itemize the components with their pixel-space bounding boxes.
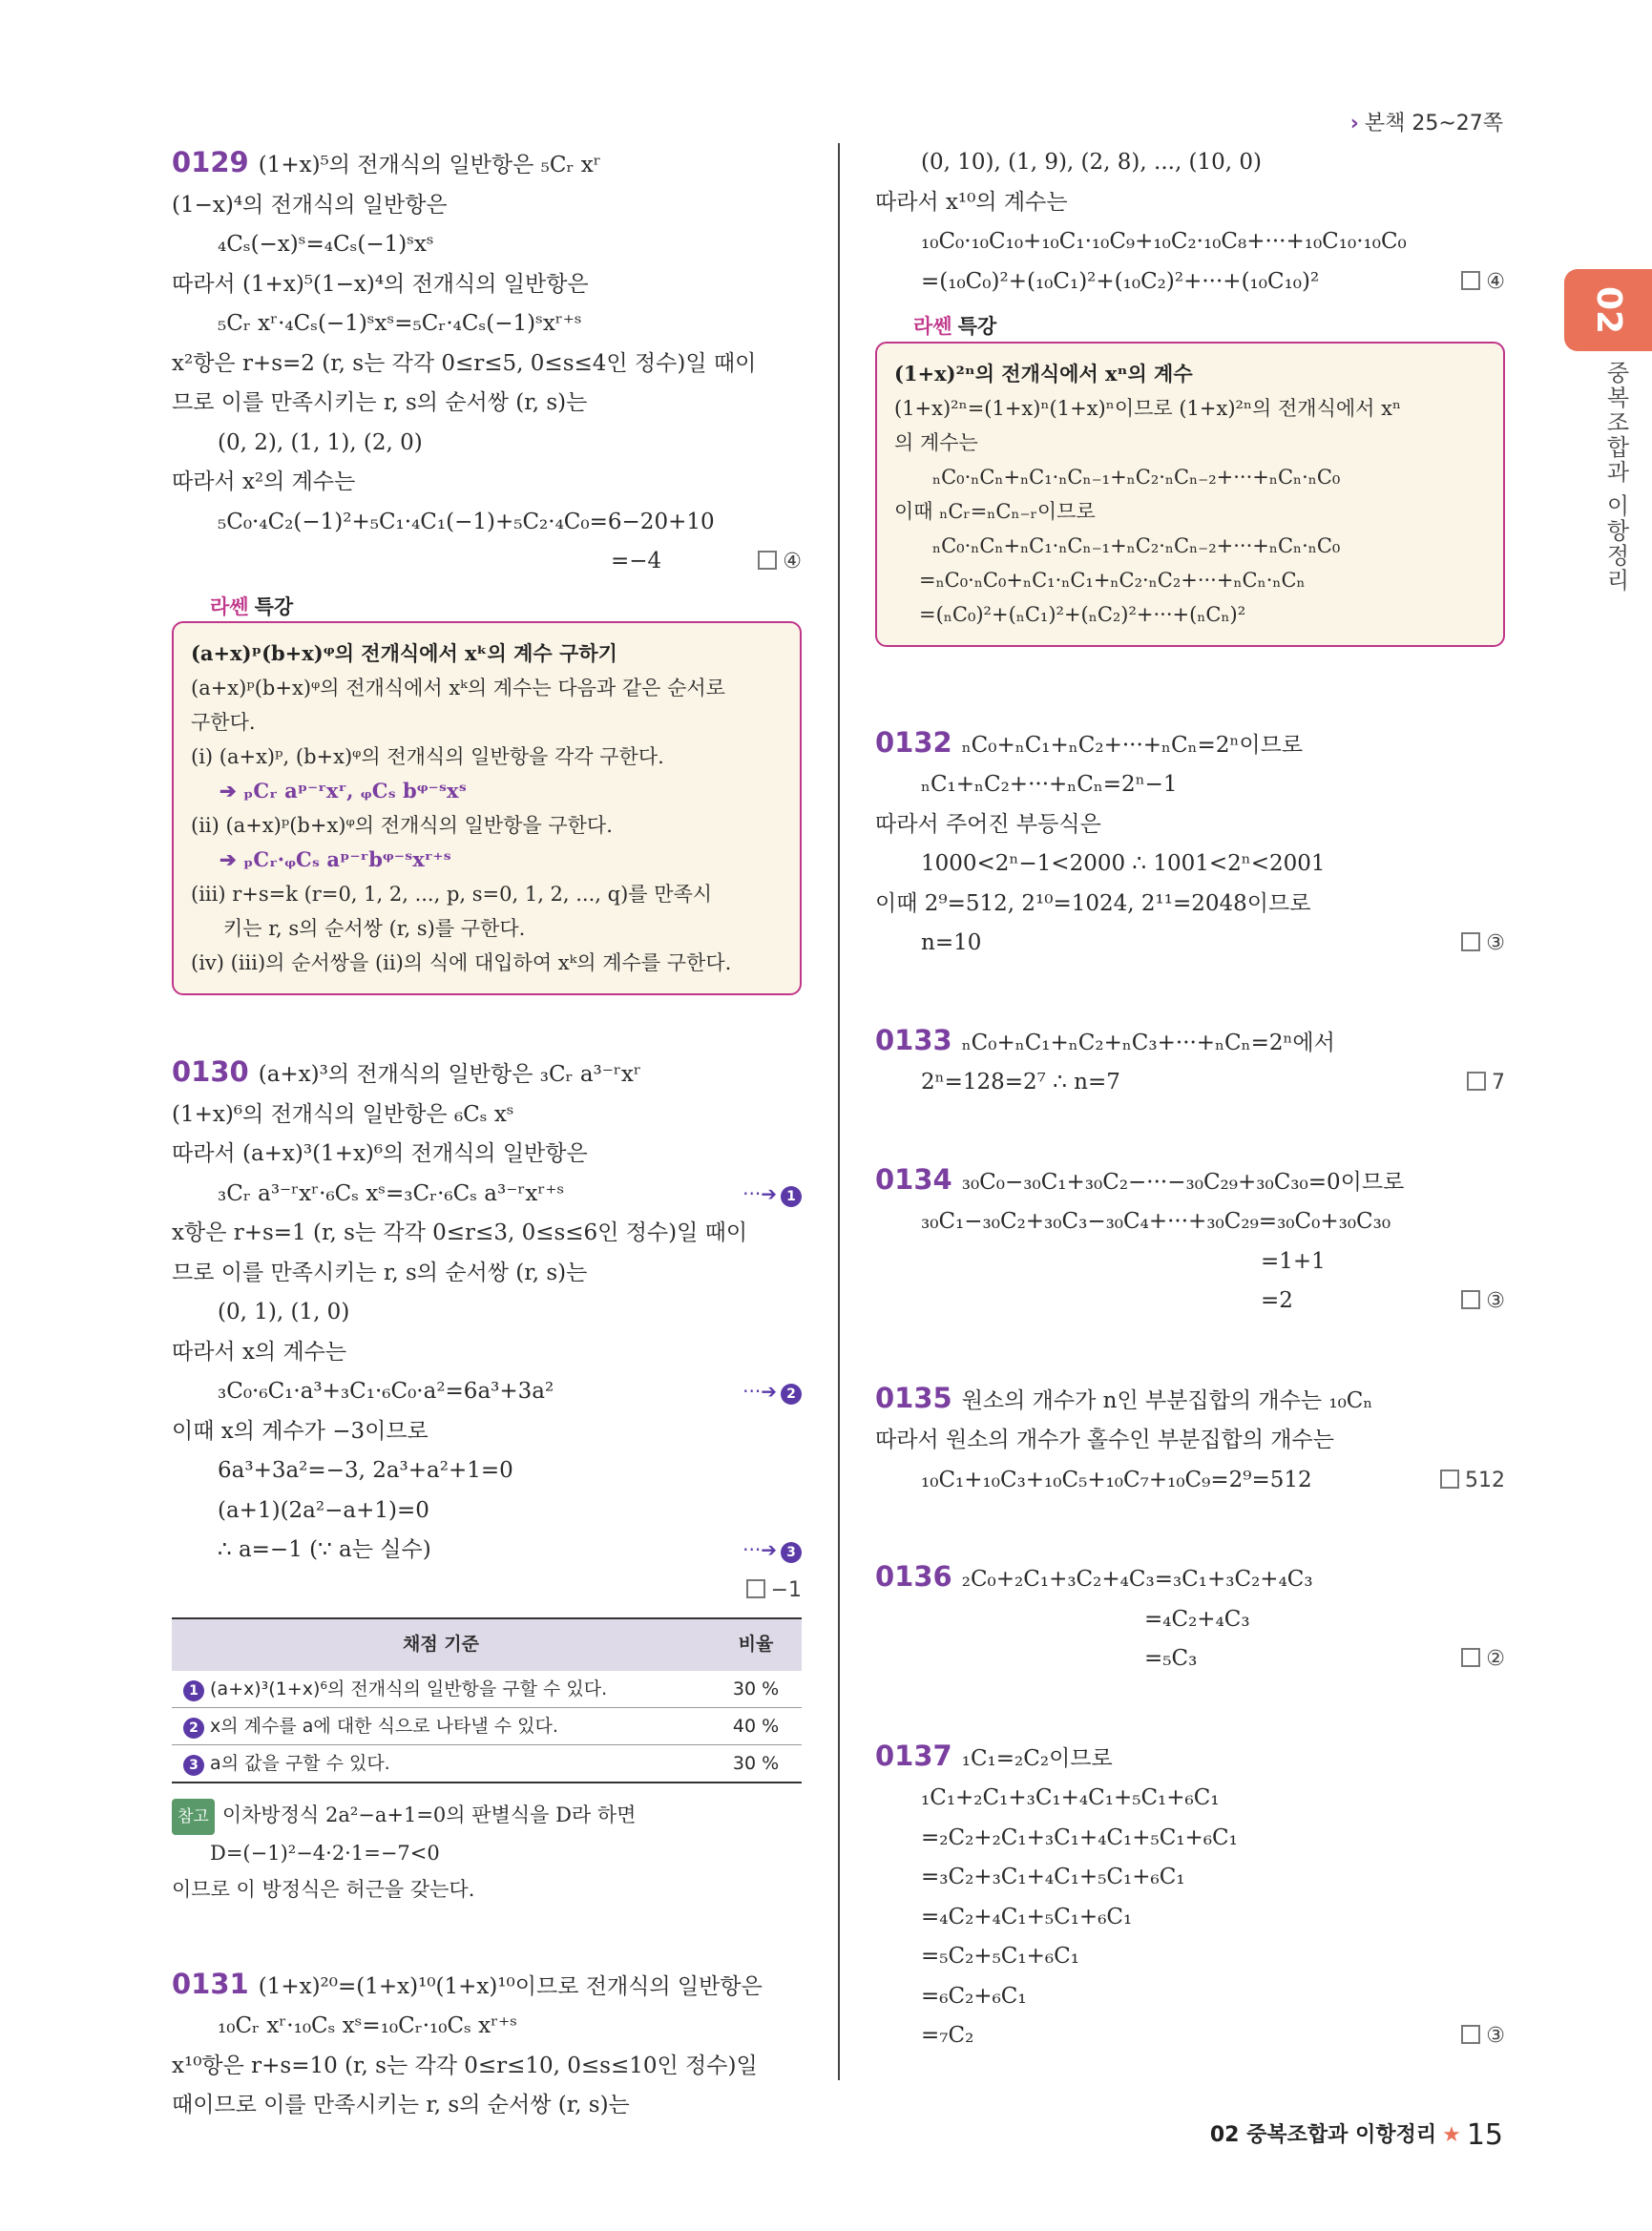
answer-icon <box>1440 1470 1459 1489</box>
answer-value: ③ <box>1486 931 1505 955</box>
answer-icon <box>1461 1648 1480 1667</box>
grading-ratio: 40 % <box>710 1707 802 1744</box>
grading-ratio: 30 % <box>710 1744 802 1783</box>
answer-value: −1 <box>770 1577 802 1602</box>
solution-line: ₁C₁+₂C₁+₃C₁+₄C₁+₅C₁+₆C₁ <box>921 1785 1220 1810</box>
lecture-line: (a+x)ᵖ(b+x)ᵠ의 전개식에서 xᵏ의 계수는 다음과 같은 순서로 <box>191 677 725 699</box>
lecture-line: =(ₙC₀)²+(ₙC₁)²+(ₙC₂)²+···+(ₙCₙ)² <box>919 602 1246 626</box>
grading-criterion: a의 값을 구할 수 있다. <box>210 1752 390 1774</box>
lecture-line: ₙC₀·ₙCₙ+ₙC₁·ₙCₙ₋₁+ₙC₂·ₙCₙ₋₂+···+ₙCₙ·ₙC₀ <box>932 465 1341 489</box>
solution-line: 따라서 원소의 개수가 홀수인 부분집합의 개수는 <box>875 1428 1334 1452</box>
answer-value: ② <box>1486 1647 1505 1671</box>
solution-line: ₃₀C₀−₃₀C₁+₃₀C₂−···−₃₀C₂₉+₃₀C₃₀=0이므로 <box>961 1169 1405 1195</box>
lecture-line: ₙC₀·ₙCₙ+ₙC₁·ₙCₙ₋₁+ₙC₂·ₙCₙ₋₂+···+ₙCₙ·ₙC₀ <box>932 533 1341 557</box>
problem-number: 0136 <box>875 1560 952 1593</box>
solution-line: =₆C₂+₆C₁ <box>921 1983 1027 2009</box>
solution-line: ₁₀C₁+₁₀C₃+₁₀C₅+₁₀C₇+₁₀C₉=2⁹=512 <box>921 1467 1312 1492</box>
problem-number: 0130 <box>172 1055 249 1088</box>
answer-value: ④ <box>783 550 802 573</box>
lecture-box <box>172 621 802 995</box>
step-arrow-icon: ···➔ <box>742 1538 777 1561</box>
step-arrow-icon: ···➔ <box>742 1380 777 1403</box>
left-column <box>172 143 802 2126</box>
lecture-tag-brand: 라쎈 <box>210 594 249 618</box>
step-arrow-icon: ···➔ <box>742 1181 777 1205</box>
problem-0132 <box>875 723 1505 964</box>
lecture-line: 이때 ₙCᵣ=ₙCₙ₋ᵣ이므로 <box>894 499 1096 523</box>
lecture-box <box>875 342 1505 647</box>
lecture-tag <box>210 588 802 628</box>
answer-icon <box>1467 1072 1486 1091</box>
solution-line: ₙC₀+ₙC₁+ₙC₂+···+ₙCₙ=2ⁿ이므로 <box>961 732 1304 758</box>
step-number: 2 <box>183 1718 204 1739</box>
solution-line: x항은 r+s=1 (r, s는 각각 0≤r≤3, 0≤s≤6인 정수)일 때이 <box>172 1220 748 1245</box>
lecture-line: =ₙC₀·ₙC₀+ₙC₁·ₙC₁+ₙC₂·ₙC₂+···+ₙCₙ·ₙCₙ <box>919 568 1306 592</box>
answer-icon <box>1461 271 1480 290</box>
problem-number: 0134 <box>875 1162 952 1196</box>
answer-value: ③ <box>1486 1289 1505 1313</box>
solution-line: ₁₀C₀·₁₀C₁₀+₁₀C₁·₁₀C₉+₁₀C₂·₁₀C₈+···+₁₀C₁₀·₁₀C₀ <box>921 229 1407 254</box>
answer-badge <box>1467 1063 1505 1103</box>
solution-line: ₃₀C₁−₃₀C₂+₃₀C₃−₃₀C₄+···+₃₀C₂₉=₃₀C₀+₃₀C₃₀ <box>921 1209 1391 1234</box>
lecture-tag-label: 특강 <box>957 315 997 338</box>
chapter-side-title: 중복조합과 이항정리 <box>1602 361 1629 594</box>
solution-line: ₄Cₛ(−x)ˢ=₄Cₛ(−1)ˢxˢ <box>218 232 434 257</box>
solution-line: =₅C₂+₅C₁+₆C₁ <box>921 1944 1079 1969</box>
solution-line: ₂C₀+₂C₁+₃C₂+₄C₃=₃C₁+₃C₂+₄C₃ <box>961 1567 1313 1592</box>
problem-0136 <box>875 1557 1505 1679</box>
answer-badge <box>746 1578 802 1602</box>
answer-badge <box>1461 1639 1505 1679</box>
answer-icon <box>1461 2025 1480 2044</box>
solution-line: ₁C₁=₂C₂이므로 <box>961 1745 1113 1771</box>
grading-criterion: x의 계수를 a에 대한 식으로 나타낼 수 있다. <box>210 1715 558 1737</box>
solution-line: 따라서 주어진 부등식은 <box>875 811 1101 837</box>
lecture-tag-label: 특강 <box>254 594 294 618</box>
solution-line: (0, 2), (1, 1), (2, 0) <box>218 429 423 455</box>
problem-number: 0133 <box>875 1023 952 1056</box>
problem-0131-continued <box>875 143 1505 302</box>
answer-badge <box>1440 1461 1505 1501</box>
step-number: 1 <box>781 1186 802 1207</box>
answer-value: ③ <box>1486 2024 1505 2048</box>
lecture-tag <box>913 307 1505 347</box>
solution-line: (0, 1), (1, 0) <box>218 1300 350 1324</box>
answer-icon <box>746 1579 765 1598</box>
answer-value: 7 <box>1492 1071 1505 1095</box>
lecture-line: 키는 r, s의 순서쌍 (r, s)를 구한다. <box>223 917 526 940</box>
answer-icon <box>1461 932 1480 951</box>
problem-0134 <box>875 1160 1505 1322</box>
solution-line: 이때 x의 계수가 −3이므로 <box>172 1418 429 1444</box>
lecture-line: ➔ ₚCᵣ aᵖ⁻ʳxʳ, ᵩCₛ bᵠ⁻ˢxˢ <box>220 779 467 803</box>
problem-number: 0135 <box>875 1381 952 1414</box>
solution-line: =₇C₂ <box>921 2023 974 2048</box>
solution-line: =₃C₂+₃C₁+₄C₁+₅C₁+₆C₁ <box>921 1865 1185 1889</box>
step-number: 3 <box>183 1755 204 1776</box>
note-line: D=(−1)²−4·2·1=−7<0 <box>210 1841 440 1865</box>
right-column <box>875 143 1505 2056</box>
solution-line: 따라서 (1+x)⁵(1−x)⁴의 전개식의 일반항은 <box>172 271 589 297</box>
answer-badge <box>1461 924 1505 964</box>
solution-line: =−4 <box>611 549 662 573</box>
answer-icon <box>758 551 777 570</box>
solution-line: (1+x)⁶의 전개식의 일반항은 ₆Cₛ xˢ <box>172 1101 514 1127</box>
problem-0133 <box>875 1021 1505 1103</box>
step-marker <box>742 1531 802 1571</box>
page-reference <box>1350 107 1503 136</box>
table-row <box>172 1744 802 1783</box>
solution-line: =2 <box>1261 1288 1293 1313</box>
solution-line: =₂C₂+₂C₁+₃C₁+₄C₁+₅C₁+₆C₁ <box>921 1824 1238 1850</box>
problem-number: 0132 <box>875 725 952 759</box>
lecture-line: (1+x)²ⁿ=(1+x)ⁿ(1+x)ⁿ이므로 (1+x)²ⁿ의 전개식에서 xⁿ <box>894 396 1402 420</box>
solution-line: ∴ a=−1 (∵ a는 실수) <box>218 1537 431 1562</box>
lecture-line: (i) (a+x)ᵖ, (b+x)ᵠ의 전개식의 일반항을 각각 구한다. <box>191 745 664 768</box>
step-marker <box>742 1175 802 1215</box>
problem-number: 0129 <box>172 146 249 178</box>
answer-badge <box>1461 262 1505 302</box>
solution-line: (1+x)²⁰=(1+x)¹⁰(1+x)¹⁰이므로 전개식의 일반항은 <box>258 1973 763 1999</box>
solution-line: n=10 <box>921 930 982 955</box>
grading-ratio: 30 % <box>710 1671 802 1708</box>
solution-line: 따라서 x의 계수는 <box>172 1339 347 1365</box>
lecture-line: 구한다. <box>191 711 256 734</box>
solution-line: =(₁₀C₀)²+(₁₀C₁)²+(₁₀C₂)²+···+(₁₀C₁₀)² <box>921 268 1320 294</box>
lecture-line: (iv) (iii)의 순서쌍을 (ii)의 식에 대입하여 xᵏ의 계수를 구한다. <box>191 951 732 974</box>
grading-header-ratio: 비율 <box>710 1618 802 1671</box>
solution-line: ₃Cᵣ a³⁻ʳxʳ·₆Cₛ xˢ=₃Cᵣ·₆Cₛ a³⁻ʳxʳ⁺ˢ <box>218 1180 565 1206</box>
step-number: 2 <box>781 1384 802 1405</box>
column-divider <box>838 143 840 2080</box>
solution-line: =₅C₃ <box>1144 1646 1198 1671</box>
solution-line: ₅C₀·₄C₂(−1)²+₅C₁·₄C₁(−1)+₅C₂·₄C₀=6−20+10 <box>218 509 715 534</box>
page-reference-text: 본책 25~27쪽 <box>1364 112 1503 136</box>
solution-line: x²항은 r+s=2 (r, s는 각각 0≤r≤5, 0≤s≤4인 정수)일 때이 <box>172 350 757 376</box>
chapter-number: 02 <box>1589 285 1628 335</box>
note-line: 이므로 이 방정식은 허근을 갖는다. <box>172 1877 475 1901</box>
solution-line: (a+x)³의 전개식의 일반항은 ₃Cᵣ a³⁻ʳxʳ <box>258 1062 641 1087</box>
note-tag: 참고 <box>172 1799 215 1835</box>
problem-0135 <box>875 1379 1505 1501</box>
problem-0131 <box>172 1965 802 2126</box>
solution-line: =₄C₂+₄C₃ <box>1144 1606 1250 1632</box>
lecture-title: (1+x)²ⁿ의 전개식에서 xⁿ의 계수 <box>894 361 1193 386</box>
answer-badge <box>1461 2016 1505 2056</box>
problem-number: 0137 <box>875 1739 952 1772</box>
page-number: 15 <box>1466 2118 1503 2152</box>
step-number: 1 <box>183 1680 204 1701</box>
answer-badge <box>758 542 802 582</box>
solution-line: 따라서 x²의 계수는 <box>172 469 356 494</box>
solution-line: 2ⁿ=128=2⁷ ∴ n=7 <box>921 1070 1120 1095</box>
solution-line: =₄C₂+₄C₁+₅C₁+₆C₁ <box>921 1904 1133 1929</box>
star-icon: ★ <box>1442 2123 1461 2147</box>
lecture-line: (iii) r+s=k (r=0, 1, 2, ..., p, s=0, 1, 2, ..., q)를 만족시 <box>191 883 713 906</box>
answer-badge <box>1461 1282 1505 1322</box>
solution-line: 므로 이를 만족시키는 r, s의 순서쌍 (r, s)는 <box>172 390 588 415</box>
problem-0137 <box>875 1737 1505 2056</box>
chevron-right-icon: › <box>1349 112 1359 136</box>
solution-line: 1000<2ⁿ−1<2000 ∴ 1001<2ⁿ<2001 <box>921 851 1326 876</box>
lecture-tag-brand: 라쎈 <box>913 315 952 338</box>
step-number: 3 <box>781 1542 802 1563</box>
solution-line: x¹⁰항은 r+s=10 (r, s는 각각 0≤r≤10, 0≤s≤10인 정수)일 <box>172 2053 758 2078</box>
table-row <box>172 1707 802 1744</box>
solution-line: 6a³+3a²=−3, 2a³+a²+1=0 <box>218 1458 513 1483</box>
table-row <box>172 1671 802 1708</box>
chapter-tab <box>1564 269 1652 351</box>
grading-header-criteria: 채점 기준 <box>172 1618 710 1671</box>
lecture-line: (ii) (a+x)ᵖ(b+x)ᵠ의 전개식의 일반항을 구한다. <box>191 814 613 837</box>
solution-line: ₙC₀+ₙC₁+ₙC₂+ₙC₃+···+ₙCₙ=2ⁿ에서 <box>961 1030 1335 1055</box>
solution-line: ₃C₀·₆C₁·a³+₃C₁·₆C₀·a²=6a³+3a² <box>218 1379 554 1404</box>
solution-line: (0, 10), (1, 9), (2, 8), ..., (10, 0) <box>921 150 1263 175</box>
answer-value: ④ <box>1486 269 1505 294</box>
solution-line: =1+1 <box>1261 1248 1326 1274</box>
problem-0130 <box>172 1053 802 1610</box>
solution-line: 따라서 x¹⁰의 계수는 <box>875 189 1068 215</box>
answer-icon <box>1461 1290 1480 1309</box>
lecture-line: ➔ ₚCᵣ·ᵩCₛ aᵖ⁻ʳbᵠ⁻ˢxʳ⁺ˢ <box>220 847 451 871</box>
problem-0129 <box>172 143 802 582</box>
grading-table <box>172 1617 802 1783</box>
problem-number: 0131 <box>172 1967 249 2000</box>
note-line: 이차방정식 2a²−a+1=0의 판별식을 D라 하면 <box>221 1803 637 1826</box>
solution-line: (a+1)(2a²−a+1)=0 <box>218 1497 429 1523</box>
answer-value: 512 <box>1465 1468 1505 1492</box>
solution-line: ₁₀Cᵣ xʳ·₁₀Cₛ xˢ=₁₀Cᵣ·₁₀Cₛ xʳ⁺ˢ <box>218 2013 517 2038</box>
page-footer <box>1210 2118 1503 2152</box>
solution-line: 므로 이를 만족시키는 r, s의 순서쌍 (r, s)는 <box>172 1260 588 1285</box>
step-marker <box>742 1372 802 1412</box>
lecture-title: (a+x)ᵖ(b+x)ᵠ의 전개식에서 xᵏ의 계수 구하기 <box>191 641 617 665</box>
solution-line: 따라서 (a+x)³(1+x)⁶의 전개식의 일반항은 <box>172 1141 588 1166</box>
solution-line: 원소의 개수가 n인 부분집합의 개수는 ₁₀Cₙ <box>961 1387 1373 1413</box>
solution-line: 이때 2⁹=512, 2¹⁰=1024, 2¹¹=2048이므로 <box>875 890 1311 916</box>
solution-line: ₅Cᵣ xʳ·₄Cₛ(−1)ˢxˢ=₅Cᵣ·₄Cₛ(−1)ˢxʳ⁺ˢ <box>218 311 582 336</box>
lecture-line: 의 계수는 <box>894 430 978 454</box>
reference-note <box>172 1797 802 1908</box>
solution-line: 때이므로 이를 만족시키는 r, s의 순서쌍 (r, s)는 <box>172 2093 630 2117</box>
solution-line: (1−x)⁴의 전개식의 일반항은 <box>172 192 448 218</box>
footer-chapter: 02 중복조합과 이항정리 <box>1209 2123 1437 2147</box>
grading-criterion: (a+x)³(1+x)⁶의 전개식의 일반항을 구할 수 있다. <box>210 1678 608 1699</box>
solution-line: ₙC₁+ₙC₂+···+ₙCₙ=2ⁿ−1 <box>921 772 1178 797</box>
solution-line: (1+x)⁵의 전개식의 일반항은 ₅Cᵣ xʳ <box>258 153 601 177</box>
